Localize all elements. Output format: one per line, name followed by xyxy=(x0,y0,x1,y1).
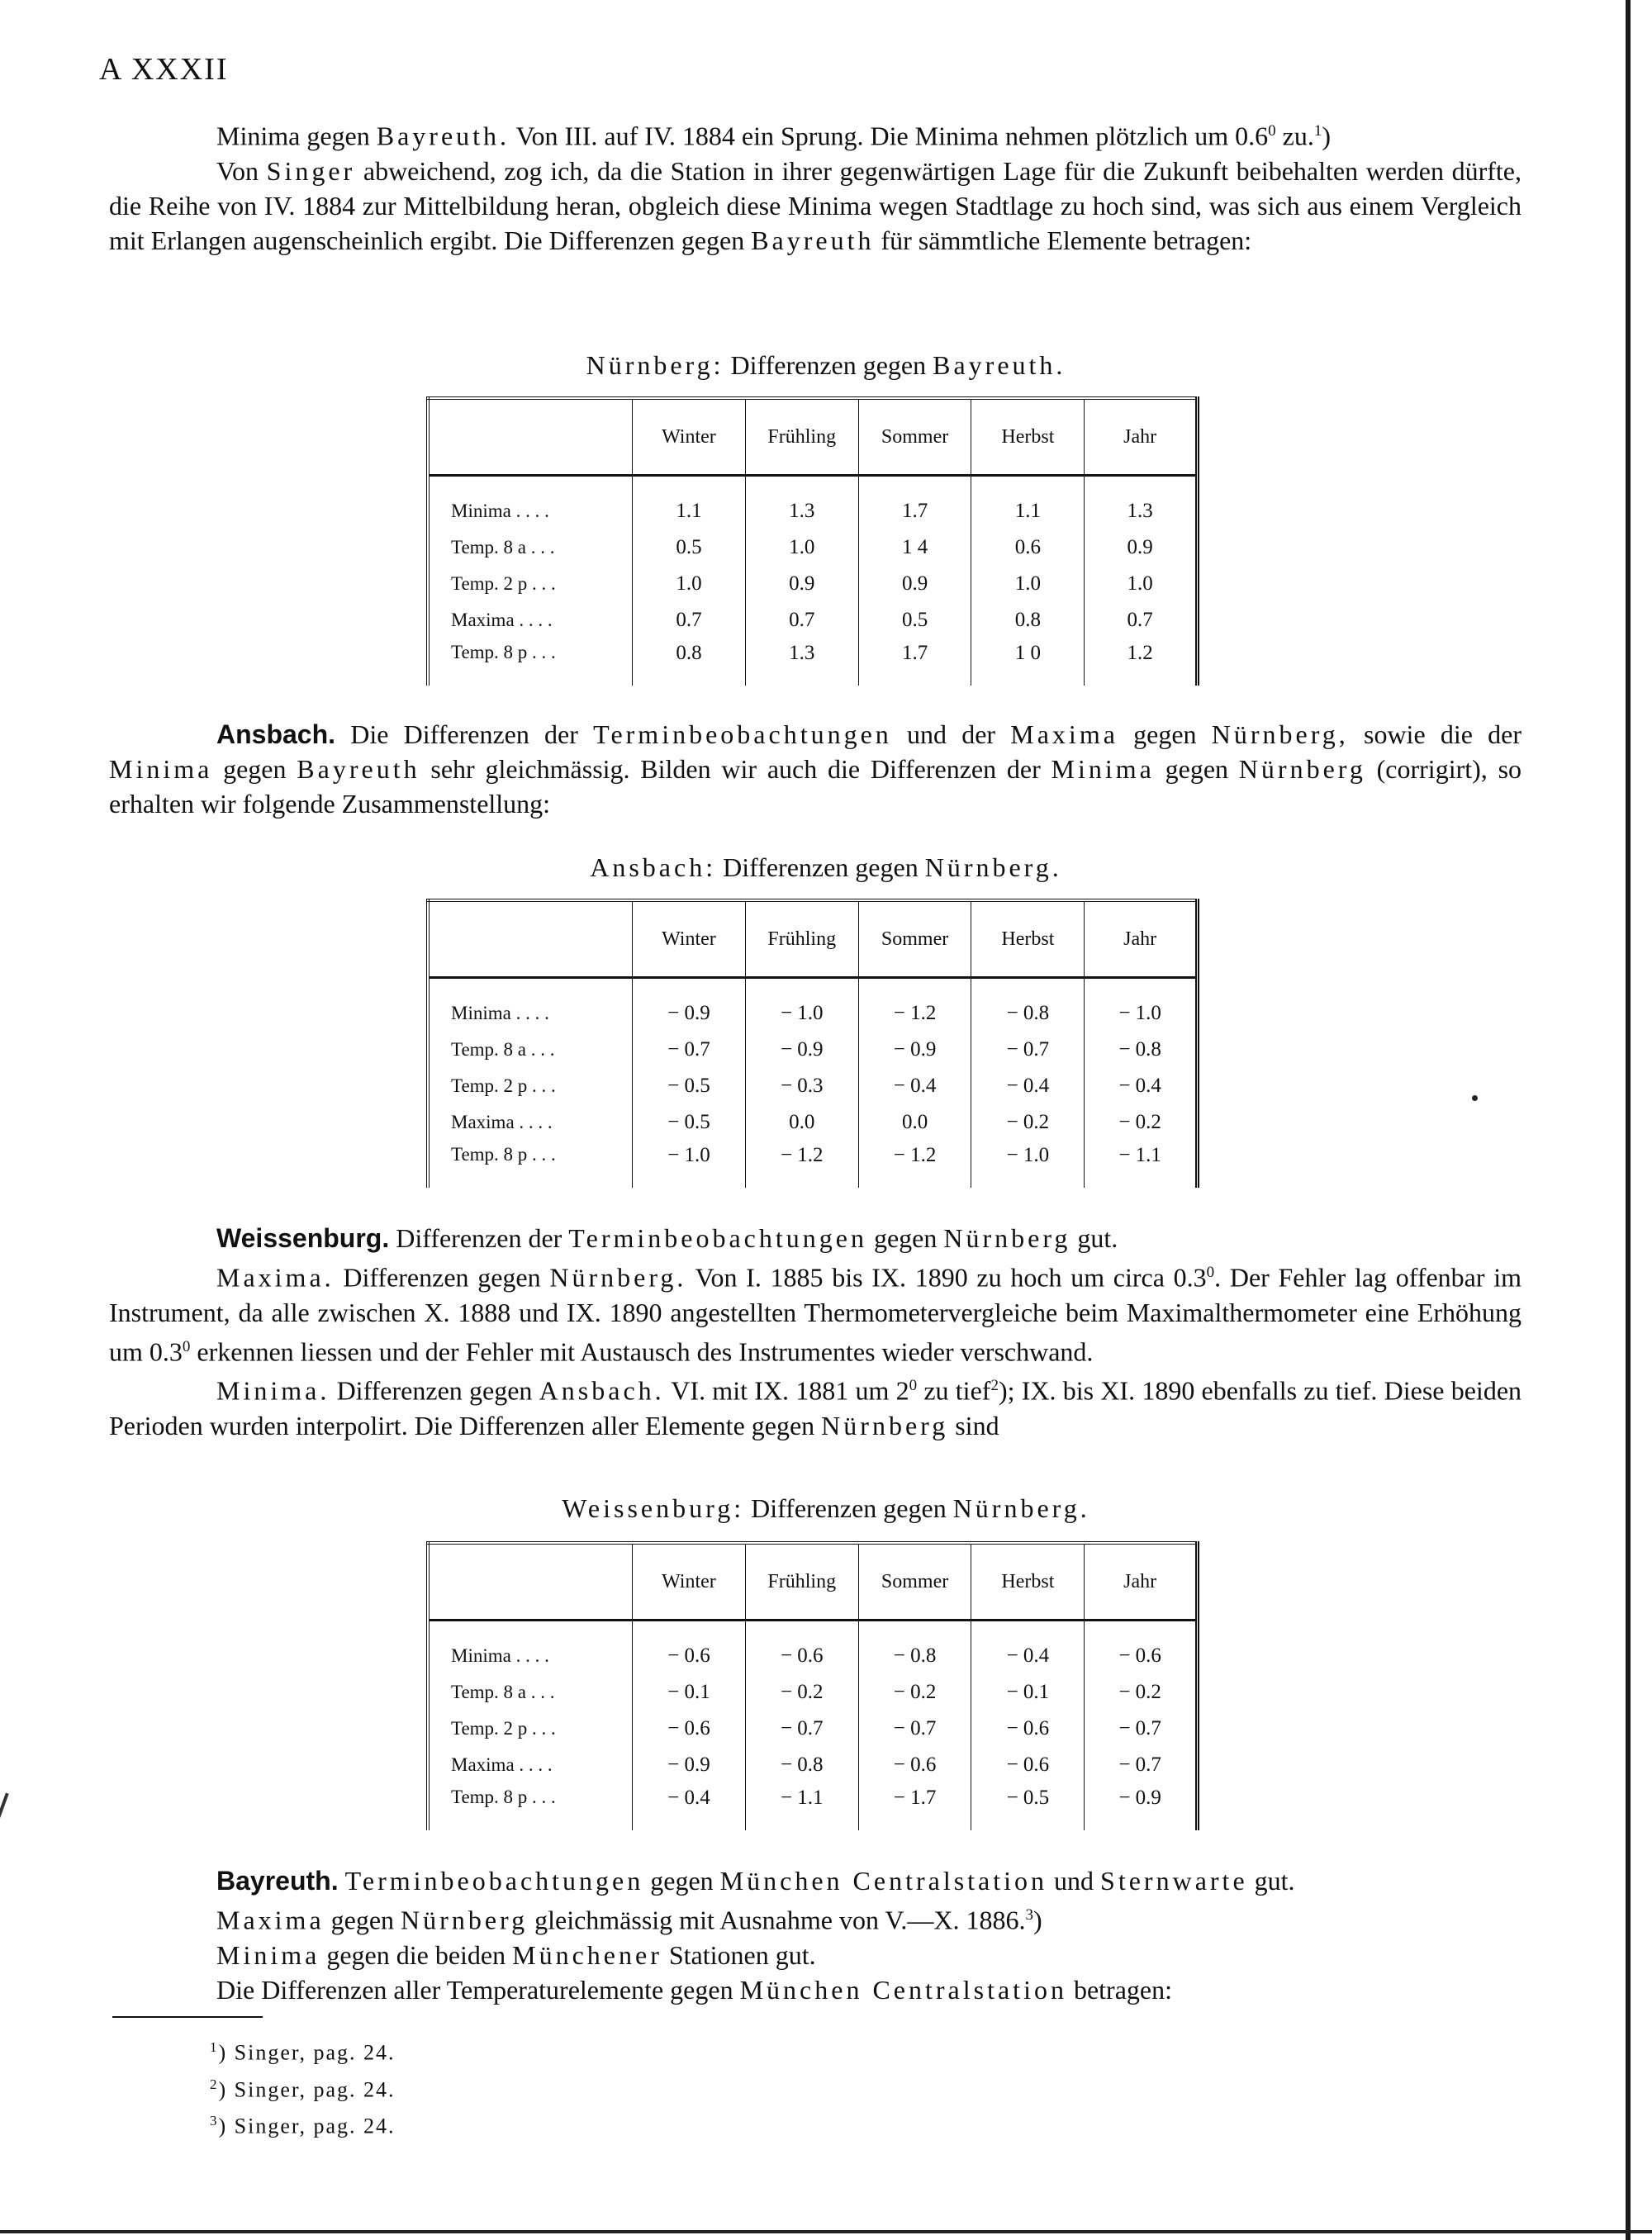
cell: − 1.0 xyxy=(1118,1002,1161,1024)
header-fruehling: Frühling xyxy=(745,900,858,978)
cell: 1.0 xyxy=(745,529,858,566)
table-row xyxy=(428,493,1198,529)
table-caption-nuernberg: Nürnberg: Differenzen gegen Bayreuth. xyxy=(586,350,1066,380)
page-number: A XXXII xyxy=(99,52,229,87)
cell: 1 4 xyxy=(858,529,971,566)
cell: 0.9 xyxy=(1127,536,1153,558)
cell: − 0.4 xyxy=(858,1068,971,1104)
cell: − 0.6 xyxy=(1118,1644,1161,1667)
cell: 1.3 xyxy=(745,638,858,686)
cell: − 1.7 xyxy=(858,1783,971,1830)
cell: − 0.6 xyxy=(745,1638,858,1674)
weissenburg-paragraph: Weissenburg. Differenzen der Terminbeobachtungen gegen Nürnberg gut. xyxy=(216,1223,1118,1253)
cell: − 0.2 xyxy=(1118,1111,1161,1133)
cell: − 0.6 xyxy=(633,1638,746,1674)
table-row xyxy=(428,1674,1198,1711)
header-herbst: Herbst xyxy=(971,398,1085,476)
footnote-2: $^2$) Singer, pag. 24. xyxy=(210,2076,396,2102)
table-row xyxy=(428,1032,1198,1068)
cell: − 0.9 xyxy=(745,1032,858,1068)
cell: − 0.6 xyxy=(971,1747,1085,1783)
row-label: Maxima . . . . xyxy=(428,602,633,638)
table-row xyxy=(428,529,1198,566)
cell: − 0.7 xyxy=(1118,1754,1161,1776)
cell: − 1.2 xyxy=(858,995,971,1032)
table-row xyxy=(428,602,1198,638)
header-sommer: Sommer xyxy=(858,398,971,476)
table-ansbach xyxy=(426,899,1199,1188)
cell: 1.7 xyxy=(858,638,971,686)
header-empty xyxy=(428,1543,633,1621)
weissenburg-minima-paragraph: Minima. Differenzen gegen Ansbach. VI. mit IX. 1881 um $2^0$ zu tief$^2$); IX. bis XI. 1890 ebenfalls zu tief. Diese beiden Perioden wurden interpolirt. Die Differenzen aller Elemente gegen Nürnberg sind xyxy=(109,1375,1522,1440)
cell: − 0.2 xyxy=(971,1104,1085,1141)
cell: − 0.7 xyxy=(1118,1717,1161,1739)
header-jahr: Jahr xyxy=(1085,398,1198,476)
cell: 1.1 xyxy=(633,493,746,529)
row-label: Maxima . . . . xyxy=(428,1747,633,1783)
cell: − 0.3 xyxy=(745,1068,858,1104)
bayreuth-line-3: Minima gegen die beiden Münchener Stationen gut. xyxy=(216,1939,816,1970)
cell: − 0.6 xyxy=(971,1711,1085,1747)
table-weissenburg xyxy=(426,1541,1199,1830)
cell: − 0.7 xyxy=(971,1032,1085,1068)
cell: 1.3 xyxy=(1127,500,1153,522)
row-label: Minima . . . . xyxy=(428,995,633,1032)
cell: − 1.1 xyxy=(745,1783,858,1830)
table-row xyxy=(428,638,1198,686)
cell: − 0.2 xyxy=(858,1674,971,1711)
weissenburg-maxima-paragraph: Maxima. Differenzen gegen Nürnberg. Von I. 1885 bis IX. 1890 zu hoch um circa $0.3^0$. Der Fehler lag offenbar im Instrument, da alle zwischen X. 1888 und IX. 1890 angestellten Thermometervergleiche beim Maximalthermometer eine Erhöhung um $0.3^0$ erkennen liessen und der Fehler mit Austausch des Instrumentes wieder verschwand. xyxy=(109,1262,1522,1367)
cell: − 0.9 xyxy=(633,1747,746,1783)
table-header-row xyxy=(428,900,1198,978)
cell: − 0.9 xyxy=(633,995,746,1032)
cell: − 1.1 xyxy=(1118,1144,1161,1166)
ansbach-section xyxy=(109,717,1521,821)
table-row xyxy=(428,1638,1198,1674)
cell: 1.0 xyxy=(1127,572,1153,595)
cell: − 1.2 xyxy=(745,1141,858,1188)
cell: − 0.5 xyxy=(633,1068,746,1104)
footnote-1: $^1$) Singer, pag. 24. xyxy=(210,2039,396,2065)
minima-bayreuth-paragraph: Minima gegen Bayreuth. Von III. auf IV. 1884 ein Sprung. Die Minima nehmen plötzlich um $0.6^0$ zu.$^1$) xyxy=(216,121,1331,151)
cell: 0.7 xyxy=(745,602,858,638)
cell: 0.5 xyxy=(858,602,971,638)
cell: − 0.5 xyxy=(633,1104,746,1141)
margin-mark xyxy=(0,1793,9,1825)
row-label: Temp. 2 p . . . xyxy=(428,1711,633,1747)
footnote-rule xyxy=(112,2016,263,2018)
footnote-3: $^3$) Singer, pag. 24. xyxy=(210,2113,396,2138)
row-label: Temp. 8 p . . . xyxy=(428,1783,633,1830)
bayreuth-section xyxy=(109,1863,1521,2007)
cell: − 0.4 xyxy=(971,1068,1085,1104)
cell: − 0.7 xyxy=(858,1711,971,1747)
bayreuth-line-2: Maxima gegen Nürnberg gleichmässig mit Ausnahme von V.—X. 1886.$^3$) xyxy=(216,1905,1042,1935)
cell: 1.7 xyxy=(858,493,971,529)
cell: 1.2 xyxy=(1127,642,1153,664)
table-row xyxy=(428,995,1198,1032)
header-fruehling: Frühling xyxy=(745,1543,858,1621)
cell: 1 0 xyxy=(971,638,1085,686)
row-label: Temp. 8 a . . . xyxy=(428,529,633,566)
row-label: Temp. 8 a . . . xyxy=(428,1674,633,1711)
cell: 1.0 xyxy=(633,566,746,602)
cell: − 0.6 xyxy=(858,1747,971,1783)
row-label: Minima . . . . xyxy=(428,1638,633,1674)
header-jahr: Jahr xyxy=(1085,900,1198,978)
header-winter: Winter xyxy=(633,1543,746,1621)
page-edge-bottom xyxy=(0,2230,1652,2233)
cell: 0.8 xyxy=(633,638,746,686)
cell: − 1.0 xyxy=(971,1141,1085,1188)
bayreuth-line-4: Die Differenzen aller Temperaturelemente gegen München Centralstation betragen: xyxy=(216,1974,1172,2005)
cell: − 0.8 xyxy=(858,1638,971,1674)
cell: − 0.7 xyxy=(633,1032,746,1068)
cell: 0.7 xyxy=(633,602,746,638)
header-winter: Winter xyxy=(633,398,746,476)
row-label: Temp. 8 p . . . xyxy=(428,1141,633,1188)
cell: − 0.4 xyxy=(1118,1075,1161,1097)
header-sommer: Sommer xyxy=(858,1543,971,1621)
cell: − 0.8 xyxy=(971,995,1085,1032)
table-nuernberg xyxy=(426,396,1199,686)
table-row xyxy=(428,1068,1198,1104)
table-row xyxy=(428,566,1198,602)
table-row xyxy=(428,1711,1198,1747)
header-empty xyxy=(428,398,633,476)
table-caption-weissenburg: Weissenburg: Differenzen gegen Nürnberg. xyxy=(562,1493,1090,1523)
cell: − 0.2 xyxy=(745,1674,858,1711)
cell: − 0.9 xyxy=(858,1032,971,1068)
header-herbst: Herbst xyxy=(971,900,1085,978)
row-label: Temp. 2 p . . . xyxy=(428,1068,633,1104)
table-row xyxy=(428,1783,1198,1830)
footnotes xyxy=(210,2032,396,2143)
cell: − 0.4 xyxy=(633,1783,746,1830)
header-herbst: Herbst xyxy=(971,1543,1085,1621)
cell: 0.0 xyxy=(858,1104,971,1141)
cell: − 1.0 xyxy=(745,995,858,1032)
cell: 0.7 xyxy=(1127,609,1153,631)
table-caption-ansbach: Ansbach: Differenzen gegen Nürnberg. xyxy=(590,852,1062,882)
intro-section xyxy=(109,114,1521,258)
page-edge-right xyxy=(1626,0,1631,2240)
cell: 0.9 xyxy=(858,566,971,602)
ansbach-paragraph: Ansbach. Die Differenzen der Terminbeobachtungen und der Maxima gegen Nürnberg, sowie die der Minima gegen Bayreuth sehr gleichmässig. Bilden wir auch die Differenzen der Minima gegen Nürnberg (corrigirt), so erhalten wir folgende Zusammenstellung: xyxy=(109,719,1522,819)
row-label: Maxima . . . . xyxy=(428,1104,633,1141)
table-row xyxy=(428,1747,1198,1783)
cell: − 1.0 xyxy=(633,1141,746,1188)
singer-paragraph: Von Singer abweichend, zog ich, da die Station in ihrer gegenwärtigen Lage für die Zukunft beibehalten werden dürfte, die Reihe von IV. 1884 zur Mittelbildung heran, obgleich diese Minima wegen Stadtlage zu hoch sind, was sich aus einem Vergleich mit Erlangen augenscheinlich ergibt. Die Differenzen gegen Bayreuth für sämmtliche Elemente betragen: xyxy=(109,155,1522,255)
cell: − 0.8 xyxy=(745,1747,858,1783)
header-jahr: Jahr xyxy=(1085,1543,1198,1621)
cell: 0.0 xyxy=(745,1104,858,1141)
row-label: Temp. 2 p . . . xyxy=(428,566,633,602)
header-winter: Winter xyxy=(633,900,746,978)
cell: 1.0 xyxy=(971,566,1085,602)
table-header-row xyxy=(428,398,1198,476)
cell: 0.5 xyxy=(633,529,746,566)
cell: − 0.1 xyxy=(971,1674,1085,1711)
cell: − 0.4 xyxy=(971,1638,1085,1674)
bayreuth-line-1: Bayreuth. Terminbeobachtungen gegen München Centralstation und Sternwarte gut. xyxy=(216,1866,1295,1896)
row-label: Temp. 8 a . . . xyxy=(428,1032,633,1068)
cell: − 0.7 xyxy=(745,1711,858,1747)
cell: 0.8 xyxy=(971,602,1085,638)
weissenburg-section xyxy=(109,1221,1521,1443)
cell: 1.1 xyxy=(971,493,1085,529)
row-label: Minima . . . . xyxy=(428,493,633,529)
cell: 0.9 xyxy=(745,566,858,602)
table-row xyxy=(428,1104,1198,1141)
cell: − 0.5 xyxy=(971,1783,1085,1830)
header-empty xyxy=(428,900,633,978)
table-row xyxy=(428,1141,1198,1188)
cell: − 0.8 xyxy=(1118,1038,1161,1061)
cell: − 1.2 xyxy=(858,1141,971,1188)
ink-speck xyxy=(1472,1095,1478,1101)
cell: 0.6 xyxy=(971,529,1085,566)
table-header-row xyxy=(428,1543,1198,1621)
cell: − 0.1 xyxy=(633,1674,746,1711)
cell: 1.3 xyxy=(745,493,858,529)
cell: − 0.2 xyxy=(1118,1681,1161,1703)
row-label: Temp. 8 p . . . xyxy=(428,638,633,686)
cell: − 0.6 xyxy=(633,1711,746,1747)
header-fruehling: Frühling xyxy=(745,398,858,476)
cell: − 0.9 xyxy=(1118,1787,1161,1809)
header-sommer: Sommer xyxy=(858,900,971,978)
